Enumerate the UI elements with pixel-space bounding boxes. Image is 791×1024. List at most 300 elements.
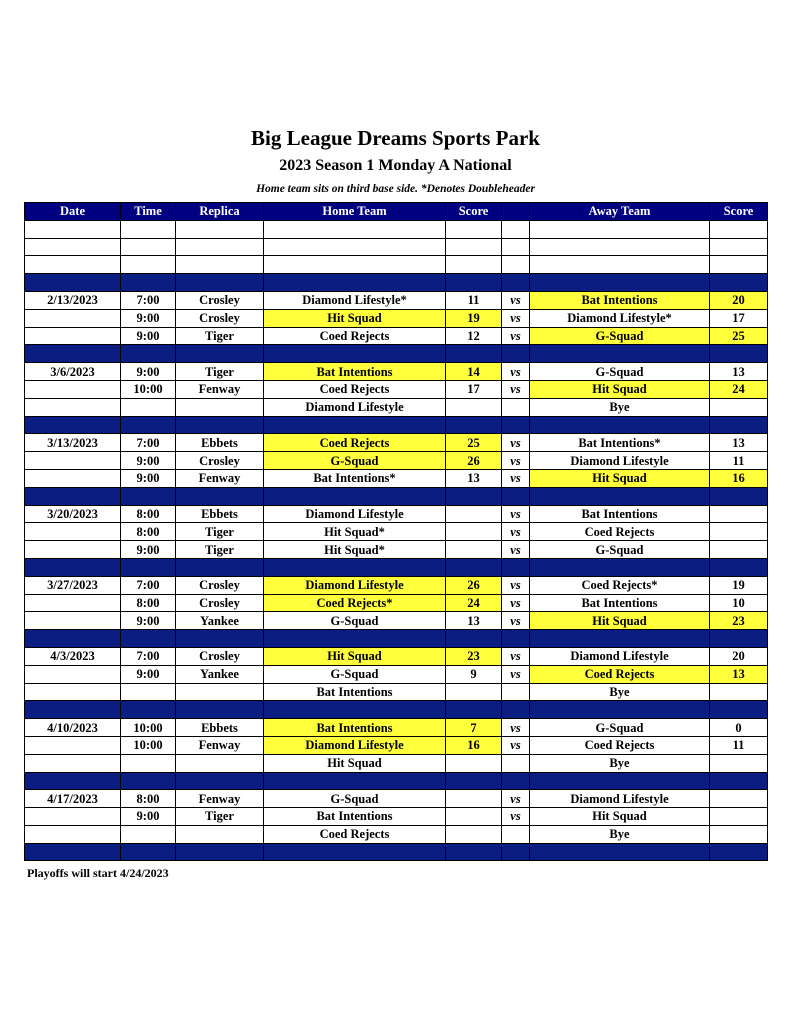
- game-row: [25, 808, 768, 826]
- home-score-cell: [446, 505, 502, 523]
- date-cell: [25, 736, 121, 754]
- away-score-cell: 25: [710, 327, 768, 345]
- separator-cell: [25, 630, 121, 648]
- separator-cell: [710, 274, 768, 292]
- home-team-cell: G-Squad: [264, 665, 446, 683]
- week-separator: [25, 416, 768, 434]
- home-team-cell: Coed Rejects: [264, 434, 446, 452]
- separator-cell: [710, 843, 768, 861]
- separator-cell: [176, 416, 264, 434]
- blank-cell: [264, 238, 446, 256]
- separator-cell: [502, 772, 530, 790]
- away-team-cell: Hit Squad: [530, 380, 710, 398]
- away-team-cell: Bye: [530, 754, 710, 772]
- away-team-cell: Hit Squad: [530, 612, 710, 630]
- col-home-team: Home Team: [264, 203, 446, 221]
- home-score-cell: 13: [446, 469, 502, 487]
- time-cell: [121, 398, 176, 416]
- col-away-team: Away Team: [530, 203, 710, 221]
- replica-cell: Fenway: [176, 469, 264, 487]
- separator-cell: [530, 843, 710, 861]
- home-score-cell: [446, 754, 502, 772]
- game-row: [25, 790, 768, 808]
- replica-cell: Crosley: [176, 647, 264, 665]
- separator-cell: [121, 416, 176, 434]
- game-row: [25, 523, 768, 541]
- date-cell: [25, 523, 121, 541]
- replica-cell: Ebbets: [176, 505, 264, 523]
- game-row: [25, 505, 768, 523]
- blank-row: [25, 256, 768, 274]
- game-row: [25, 594, 768, 612]
- time-cell: 10:00: [121, 719, 176, 737]
- replica-cell: Fenway: [176, 380, 264, 398]
- col-home-score: Score: [446, 203, 502, 221]
- replica-cell: Tiger: [176, 808, 264, 826]
- week-separator: [25, 630, 768, 648]
- playoffs-note: Playoffs will start 4/24/2023: [27, 866, 169, 880]
- blank-cell: [25, 238, 121, 256]
- separator-cell: [264, 701, 446, 719]
- replica-cell: Tiger: [176, 363, 264, 381]
- away-team-cell: Bye: [530, 825, 710, 843]
- away-team-cell: Diamond Lifestyle: [530, 647, 710, 665]
- separator-cell: [25, 772, 121, 790]
- game-row: [25, 291, 768, 309]
- away-score-cell: 16: [710, 469, 768, 487]
- vs-cell: vs: [502, 469, 530, 487]
- separator-cell: [121, 701, 176, 719]
- away-team-cell: Bye: [530, 683, 710, 701]
- away-team-cell: Bat Intentions*: [530, 434, 710, 452]
- game-row: [25, 398, 768, 416]
- game-row: [25, 309, 768, 327]
- separator-cell: [264, 843, 446, 861]
- away-score-cell: [710, 683, 768, 701]
- blank-cell: [25, 220, 121, 238]
- away-score-cell: [710, 541, 768, 559]
- vs-cell: vs: [502, 523, 530, 541]
- home-team-cell: Hit Squad: [264, 309, 446, 327]
- away-score-cell: 13: [710, 665, 768, 683]
- date-cell: 3/6/2023: [25, 363, 121, 381]
- date-cell: [25, 808, 121, 826]
- home-score-cell: [446, 541, 502, 559]
- away-team-cell: G-Squad: [530, 719, 710, 737]
- replica-cell: Tiger: [176, 327, 264, 345]
- separator-cell: [502, 843, 530, 861]
- time-cell: 8:00: [121, 505, 176, 523]
- vs-cell: vs: [502, 594, 530, 612]
- blank-cell: [264, 256, 446, 274]
- away-score-cell: 0: [710, 719, 768, 737]
- away-score-cell: 11: [710, 736, 768, 754]
- replica-cell: Ebbets: [176, 719, 264, 737]
- away-score-cell: 17: [710, 309, 768, 327]
- blank-cell: [710, 220, 768, 238]
- home-team-cell: Hit Squad: [264, 647, 446, 665]
- blank-cell: [502, 256, 530, 274]
- separator-cell: [264, 416, 446, 434]
- separator-cell: [176, 274, 264, 292]
- away-team-cell: Coed Rejects: [530, 736, 710, 754]
- date-cell: 3/13/2023: [25, 434, 121, 452]
- replica-cell: Yankee: [176, 665, 264, 683]
- date-cell: [25, 825, 121, 843]
- time-cell: [121, 825, 176, 843]
- separator-cell: [176, 843, 264, 861]
- replica-cell: Crosley: [176, 309, 264, 327]
- away-score-cell: 10: [710, 594, 768, 612]
- away-team-cell: Bat Intentions: [530, 594, 710, 612]
- col-vs: [502, 203, 530, 221]
- vs-cell: vs: [502, 790, 530, 808]
- home-team-cell: Diamond Lifestyle*: [264, 291, 446, 309]
- time-cell: 9:00: [121, 665, 176, 683]
- separator-cell: [264, 345, 446, 363]
- date-cell: 4/3/2023: [25, 647, 121, 665]
- separator-cell: [176, 345, 264, 363]
- separator-cell: [710, 487, 768, 505]
- separator-cell: [502, 630, 530, 648]
- game-row: [25, 452, 768, 470]
- game-row: [25, 825, 768, 843]
- home-score-cell: 25: [446, 434, 502, 452]
- date-cell: [25, 665, 121, 683]
- doubleheader-note: Home team sits on third base side. *Denotes Doubleheader: [256, 183, 535, 195]
- replica-cell: Tiger: [176, 541, 264, 559]
- date-cell: [25, 683, 121, 701]
- game-row: [25, 363, 768, 381]
- separator-cell: [264, 274, 446, 292]
- away-score-cell: [710, 790, 768, 808]
- away-score-cell: [710, 398, 768, 416]
- week-separator: [25, 487, 768, 505]
- separator-cell: [446, 416, 502, 434]
- game-row: [25, 576, 768, 594]
- replica-cell: Fenway: [176, 736, 264, 754]
- time-cell: 9:00: [121, 808, 176, 826]
- time-cell: 8:00: [121, 523, 176, 541]
- separator-cell: [176, 772, 264, 790]
- blank-cell: [502, 220, 530, 238]
- home-score-cell: [446, 825, 502, 843]
- separator-cell: [121, 274, 176, 292]
- replica-cell: [176, 754, 264, 772]
- blank-cell: [446, 256, 502, 274]
- home-team-cell: Hit Squad*: [264, 541, 446, 559]
- time-cell: 7:00: [121, 434, 176, 452]
- vs-cell: vs: [502, 647, 530, 665]
- vs-cell: vs: [502, 736, 530, 754]
- home-team-cell: Diamond Lifestyle: [264, 505, 446, 523]
- page-subtitle: 2023 Season 1 Monday A National: [279, 157, 512, 174]
- col-date: Date: [25, 203, 121, 221]
- away-team-cell: G-Squad: [530, 327, 710, 345]
- separator-cell: [502, 558, 530, 576]
- replica-cell: [176, 825, 264, 843]
- game-row: [25, 736, 768, 754]
- separator-cell: [121, 487, 176, 505]
- separator-cell: [710, 416, 768, 434]
- vs-cell: vs: [502, 452, 530, 470]
- vs-cell: vs: [502, 505, 530, 523]
- home-team-cell: Coed Rejects: [264, 380, 446, 398]
- separator-cell: [446, 843, 502, 861]
- home-team-cell: G-Squad: [264, 452, 446, 470]
- replica-cell: [176, 683, 264, 701]
- vs-cell: vs: [502, 665, 530, 683]
- blank-cell: [176, 220, 264, 238]
- home-score-cell: [446, 398, 502, 416]
- vs-cell: vs: [502, 363, 530, 381]
- separator-cell: [25, 345, 121, 363]
- separator-cell: [710, 701, 768, 719]
- away-score-cell: [710, 523, 768, 541]
- game-row: [25, 327, 768, 345]
- separator-cell: [25, 558, 121, 576]
- vs-cell: vs: [502, 719, 530, 737]
- home-team-cell: Bat Intentions: [264, 719, 446, 737]
- separator-cell: [25, 274, 121, 292]
- home-score-cell: 13: [446, 612, 502, 630]
- away-score-cell: 13: [710, 434, 768, 452]
- blank-cell: [530, 238, 710, 256]
- date-cell: [25, 541, 121, 559]
- game-row: [25, 665, 768, 683]
- separator-cell: [264, 558, 446, 576]
- time-cell: 9:00: [121, 309, 176, 327]
- week-separator: [25, 701, 768, 719]
- time-cell: 8:00: [121, 790, 176, 808]
- away-team-cell: G-Squad: [530, 363, 710, 381]
- separator-cell: [710, 772, 768, 790]
- vs-cell: [502, 398, 530, 416]
- separator-cell: [264, 487, 446, 505]
- away-team-cell: Bat Intentions: [530, 505, 710, 523]
- time-cell: 9:00: [121, 327, 176, 345]
- away-score-cell: [710, 825, 768, 843]
- separator-cell: [176, 701, 264, 719]
- home-team-cell: Diamond Lifestyle: [264, 576, 446, 594]
- home-score-cell: [446, 523, 502, 541]
- home-team-cell: G-Squad: [264, 612, 446, 630]
- date-cell: [25, 380, 121, 398]
- home-team-cell: Bat Intentions*: [264, 469, 446, 487]
- home-team-cell: Diamond Lifestyle: [264, 736, 446, 754]
- home-team-cell: Bat Intentions: [264, 808, 446, 826]
- separator-cell: [446, 772, 502, 790]
- separator-cell: [530, 630, 710, 648]
- home-score-cell: 23: [446, 647, 502, 665]
- date-cell: 3/20/2023: [25, 505, 121, 523]
- away-team-cell: Diamond Lifestyle: [530, 790, 710, 808]
- away-score-cell: [710, 808, 768, 826]
- separator-cell: [446, 630, 502, 648]
- schedule-table: [24, 202, 768, 861]
- game-row: [25, 612, 768, 630]
- blank-cell: [176, 238, 264, 256]
- separator-cell: [530, 701, 710, 719]
- time-cell: 9:00: [121, 612, 176, 630]
- replica-cell: Tiger: [176, 523, 264, 541]
- separator-cell: [530, 772, 710, 790]
- vs-cell: vs: [502, 808, 530, 826]
- separator-cell: [710, 630, 768, 648]
- vs-cell: [502, 825, 530, 843]
- game-row: [25, 469, 768, 487]
- blank-cell: [530, 256, 710, 274]
- blank-cell: [446, 220, 502, 238]
- week-separator: [25, 345, 768, 363]
- home-team-cell: Coed Rejects: [264, 825, 446, 843]
- time-cell: 9:00: [121, 452, 176, 470]
- replica-cell: Crosley: [176, 576, 264, 594]
- game-row: [25, 647, 768, 665]
- header-row: [25, 203, 768, 221]
- time-cell: 9:00: [121, 363, 176, 381]
- schedule-body: [25, 220, 768, 861]
- separator-cell: [502, 274, 530, 292]
- separator-cell: [502, 416, 530, 434]
- home-score-cell: 7: [446, 719, 502, 737]
- replica-cell: Ebbets: [176, 434, 264, 452]
- date-cell: [25, 327, 121, 345]
- week-separator: [25, 274, 768, 292]
- game-row: [25, 434, 768, 452]
- page-title: Big League Dreams Sports Park: [251, 126, 540, 150]
- away-score-cell: 23: [710, 612, 768, 630]
- date-cell: 4/17/2023: [25, 790, 121, 808]
- game-row: [25, 719, 768, 737]
- separator-cell: [710, 558, 768, 576]
- time-cell: 7:00: [121, 647, 176, 665]
- separator-cell: [530, 487, 710, 505]
- blank-cell: [710, 256, 768, 274]
- time-cell: 9:00: [121, 469, 176, 487]
- home-score-cell: 17: [446, 380, 502, 398]
- replica-cell: Crosley: [176, 452, 264, 470]
- separator-cell: [446, 701, 502, 719]
- away-team-cell: Coed Rejects*: [530, 576, 710, 594]
- separator-cell: [25, 416, 121, 434]
- separator-cell: [264, 772, 446, 790]
- separator-cell: [121, 630, 176, 648]
- separator-cell: [25, 487, 121, 505]
- week-separator: [25, 843, 768, 861]
- replica-cell: Crosley: [176, 594, 264, 612]
- vs-cell: vs: [502, 327, 530, 345]
- away-score-cell: [710, 505, 768, 523]
- time-cell: 10:00: [121, 736, 176, 754]
- blank-row: [25, 238, 768, 256]
- blank-cell: [502, 238, 530, 256]
- home-score-cell: [446, 683, 502, 701]
- vs-cell: vs: [502, 612, 530, 630]
- vs-cell: vs: [502, 380, 530, 398]
- date-cell: 3/27/2023: [25, 576, 121, 594]
- home-team-cell: Coed Rejects*: [264, 594, 446, 612]
- home-score-cell: 12: [446, 327, 502, 345]
- vs-cell: [502, 683, 530, 701]
- separator-cell: [446, 345, 502, 363]
- time-cell: [121, 683, 176, 701]
- replica-cell: Fenway: [176, 790, 264, 808]
- blank-cell: [446, 238, 502, 256]
- home-score-cell: 9: [446, 665, 502, 683]
- date-cell: [25, 398, 121, 416]
- game-row: [25, 683, 768, 701]
- blank-row: [25, 220, 768, 238]
- away-score-cell: [710, 754, 768, 772]
- blank-cell: [25, 256, 121, 274]
- game-row: [25, 754, 768, 772]
- away-team-cell: Diamond Lifestyle*: [530, 309, 710, 327]
- separator-cell: [25, 843, 121, 861]
- separator-cell: [121, 345, 176, 363]
- separator-cell: [121, 558, 176, 576]
- away-team-cell: Coed Rejects: [530, 665, 710, 683]
- separator-cell: [176, 558, 264, 576]
- blank-cell: [121, 238, 176, 256]
- blank-cell: [176, 256, 264, 274]
- separator-cell: [530, 416, 710, 434]
- separator-cell: [25, 701, 121, 719]
- replica-cell: Yankee: [176, 612, 264, 630]
- col-away-score: Score: [710, 203, 768, 221]
- week-separator: [25, 558, 768, 576]
- home-score-cell: 11: [446, 291, 502, 309]
- time-cell: 10:00: [121, 380, 176, 398]
- away-score-cell: 11: [710, 452, 768, 470]
- home-team-cell: Bat Intentions: [264, 683, 446, 701]
- vs-cell: vs: [502, 541, 530, 559]
- separator-cell: [264, 630, 446, 648]
- col-replica: Replica: [176, 203, 264, 221]
- separator-cell: [530, 274, 710, 292]
- col-time: Time: [121, 203, 176, 221]
- separator-cell: [710, 345, 768, 363]
- home-score-cell: 24: [446, 594, 502, 612]
- away-score-cell: 20: [710, 647, 768, 665]
- separator-cell: [530, 558, 710, 576]
- time-cell: 7:00: [121, 291, 176, 309]
- date-cell: 2/13/2023: [25, 291, 121, 309]
- home-score-cell: 14: [446, 363, 502, 381]
- home-score-cell: 26: [446, 452, 502, 470]
- home-score-cell: 26: [446, 576, 502, 594]
- replica-cell: Crosley: [176, 291, 264, 309]
- date-cell: [25, 754, 121, 772]
- away-team-cell: Hit Squad: [530, 469, 710, 487]
- away-team-cell: Bye: [530, 398, 710, 416]
- time-cell: 9:00: [121, 541, 176, 559]
- away-score-cell: 24: [710, 380, 768, 398]
- home-score-cell: [446, 808, 502, 826]
- time-cell: 7:00: [121, 576, 176, 594]
- time-cell: 8:00: [121, 594, 176, 612]
- separator-cell: [176, 487, 264, 505]
- blank-cell: [121, 256, 176, 274]
- separator-cell: [530, 345, 710, 363]
- separator-cell: [502, 701, 530, 719]
- separator-cell: [176, 630, 264, 648]
- date-cell: [25, 452, 121, 470]
- away-score-cell: 19: [710, 576, 768, 594]
- home-team-cell: Bat Intentions: [264, 363, 446, 381]
- blank-cell: [121, 220, 176, 238]
- date-cell: [25, 469, 121, 487]
